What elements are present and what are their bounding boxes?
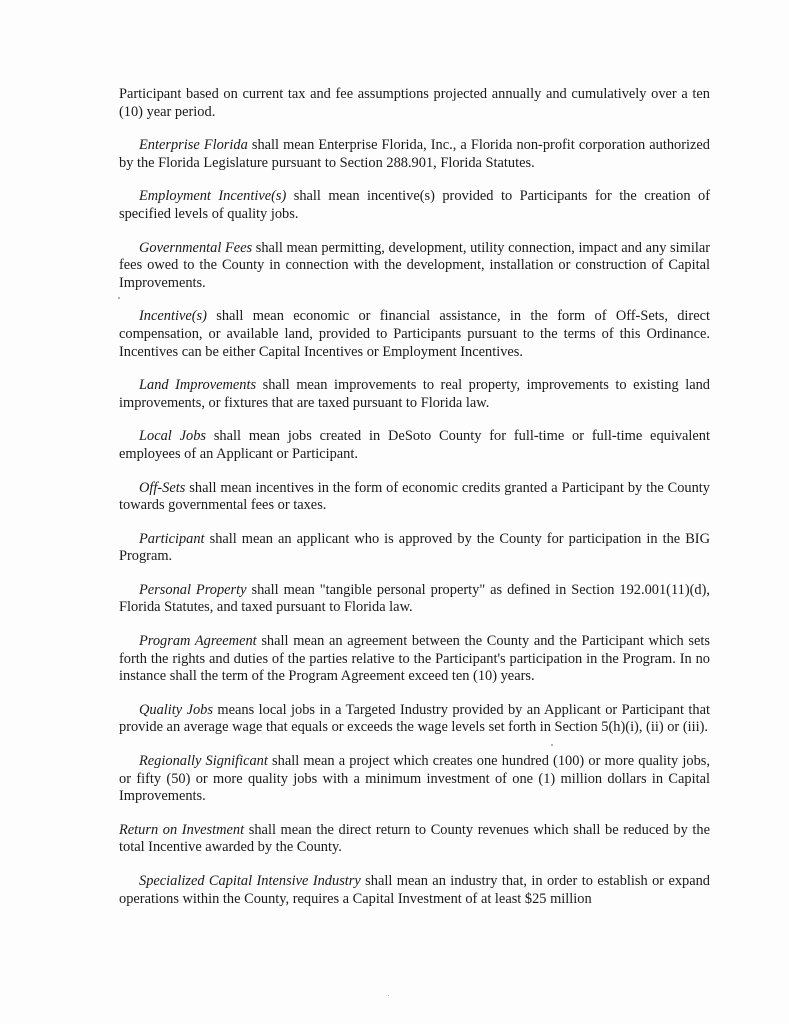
defined-term: Land Improvements — [139, 377, 257, 394]
definition-specialized-capital-intensive-industry — [119, 873, 710, 908]
defined-term: Off-Sets — [139, 479, 186, 496]
definition-text: shall mean permitting, development, utility connection, impact and any similar fees owed to the County in connection with the development, installation or construction of Capital Improvements. — [119, 239, 711, 291]
definition-participant — [119, 531, 710, 566]
definition-local-jobs — [119, 428, 710, 463]
defined-term: Governmental Fees — [139, 239, 253, 256]
defined-term: Personal Property — [139, 581, 247, 598]
definition-enterprise-florida — [119, 137, 710, 172]
document-body — [119, 86, 710, 924]
defined-term: Regionally Significant — [139, 753, 268, 770]
scan-speck — [551, 744, 553, 746]
paragraph-continuation — [119, 86, 710, 121]
defined-term: Program Agreement — [139, 633, 257, 650]
paragraph-text: Participant based on current tax and fee assumptions projected annually and cumulatively over a ten (10) year period. — [119, 86, 710, 120]
defined-term: Specialized Capital Intensive Industry — [139, 873, 361, 889]
definition-text: shall mean an applicant who is approved by the County for participation in the BIG Program. — [119, 530, 710, 565]
definition-text: shall mean a project which creates one hundred (100) or more quality jobs, or fifty (50) or more quality jobs with a minimum investment of one (1) million dollars in Capital Improvements. — [119, 753, 710, 805]
defined-term: Local Jobs — [139, 428, 206, 445]
definition-program-agreement — [119, 633, 710, 686]
definition-incentives — [119, 308, 710, 361]
defined-term: Participant — [139, 530, 205, 547]
definition-text: shall mean an agreement between the County and the Participant which sets forth the rights and duties of the parties relative to the Participant's participation in the Program. In no instance shall the term of the Program Agreement exceed ten (10) years. — [119, 633, 710, 685]
definition-text: shall mean Enterprise Florida, Inc., a Florida non-profit corporation authorized by the Florida Legislature pursuant to Section 288.901, Florida Statutes. — [119, 137, 710, 171]
definition-land-improvements — [119, 377, 710, 412]
definition-text: shall mean incentives in the form of economic credits granted a Participant by the County towards governmental fees or taxes. — [119, 479, 710, 514]
defined-term: Employment Incentive(s) — [139, 188, 287, 205]
definition-text: shall mean an industry that, in order to establish or expand operations within the County, requires a Capital Investment of at least $25 million — [119, 873, 710, 907]
definition-governmental-fees — [119, 240, 710, 293]
scan-speck — [388, 995, 389, 996]
definition-personal-property — [119, 582, 710, 617]
definition-text: shall mean "tangible personal property" as defined in Section 192.001(11)(d), Florida Statutes, and taxed pursuant to Florida law. — [119, 581, 710, 616]
defined-term: Return on Investment — [119, 821, 245, 838]
definition-off-sets — [119, 480, 710, 515]
definition-quality-jobs — [119, 702, 710, 737]
defined-term: Quality Jobs — [139, 701, 213, 718]
defined-term: Enterprise Florida — [139, 137, 248, 154]
defined-term: Incentive(s) — [139, 308, 207, 325]
definition-regionally-significant — [119, 753, 710, 806]
definition-employment-incentives — [119, 188, 710, 223]
definition-text: shall mean incentive(s) provided to Participants for the creation of specified levels of quality jobs. — [119, 188, 710, 222]
definition-return-on-investment — [119, 822, 710, 857]
definition-text: shall mean the direct return to County revenues which shall be reduced by the total Incentive awarded by the County. — [119, 821, 711, 856]
definition-text: shall mean jobs created in DeSoto County for full-time or full-time equivalent employees of an Applicant or Participant. — [119, 428, 710, 462]
definition-text: shall mean economic or financial assistance, in the form of Off-Sets, direct compensation, or available land, provided to Participants pursuant to the terms of this Ordinance. Incentives can be either Capital Incentives or Employment Incentives. — [119, 308, 710, 360]
definition-text: shall mean improvements to real property, improvements to existing land improvements, or fixtures that are taxed pursuant to Florida law. — [119, 377, 710, 411]
definition-text: means local jobs in a Targeted Industry provided by an Applicant or Participant that provide an average wage that equals or exceeds the wage levels set forth in Section 5(h)(i), (ii) or (iii). — [119, 701, 710, 736]
scan-speck — [118, 297, 120, 299]
